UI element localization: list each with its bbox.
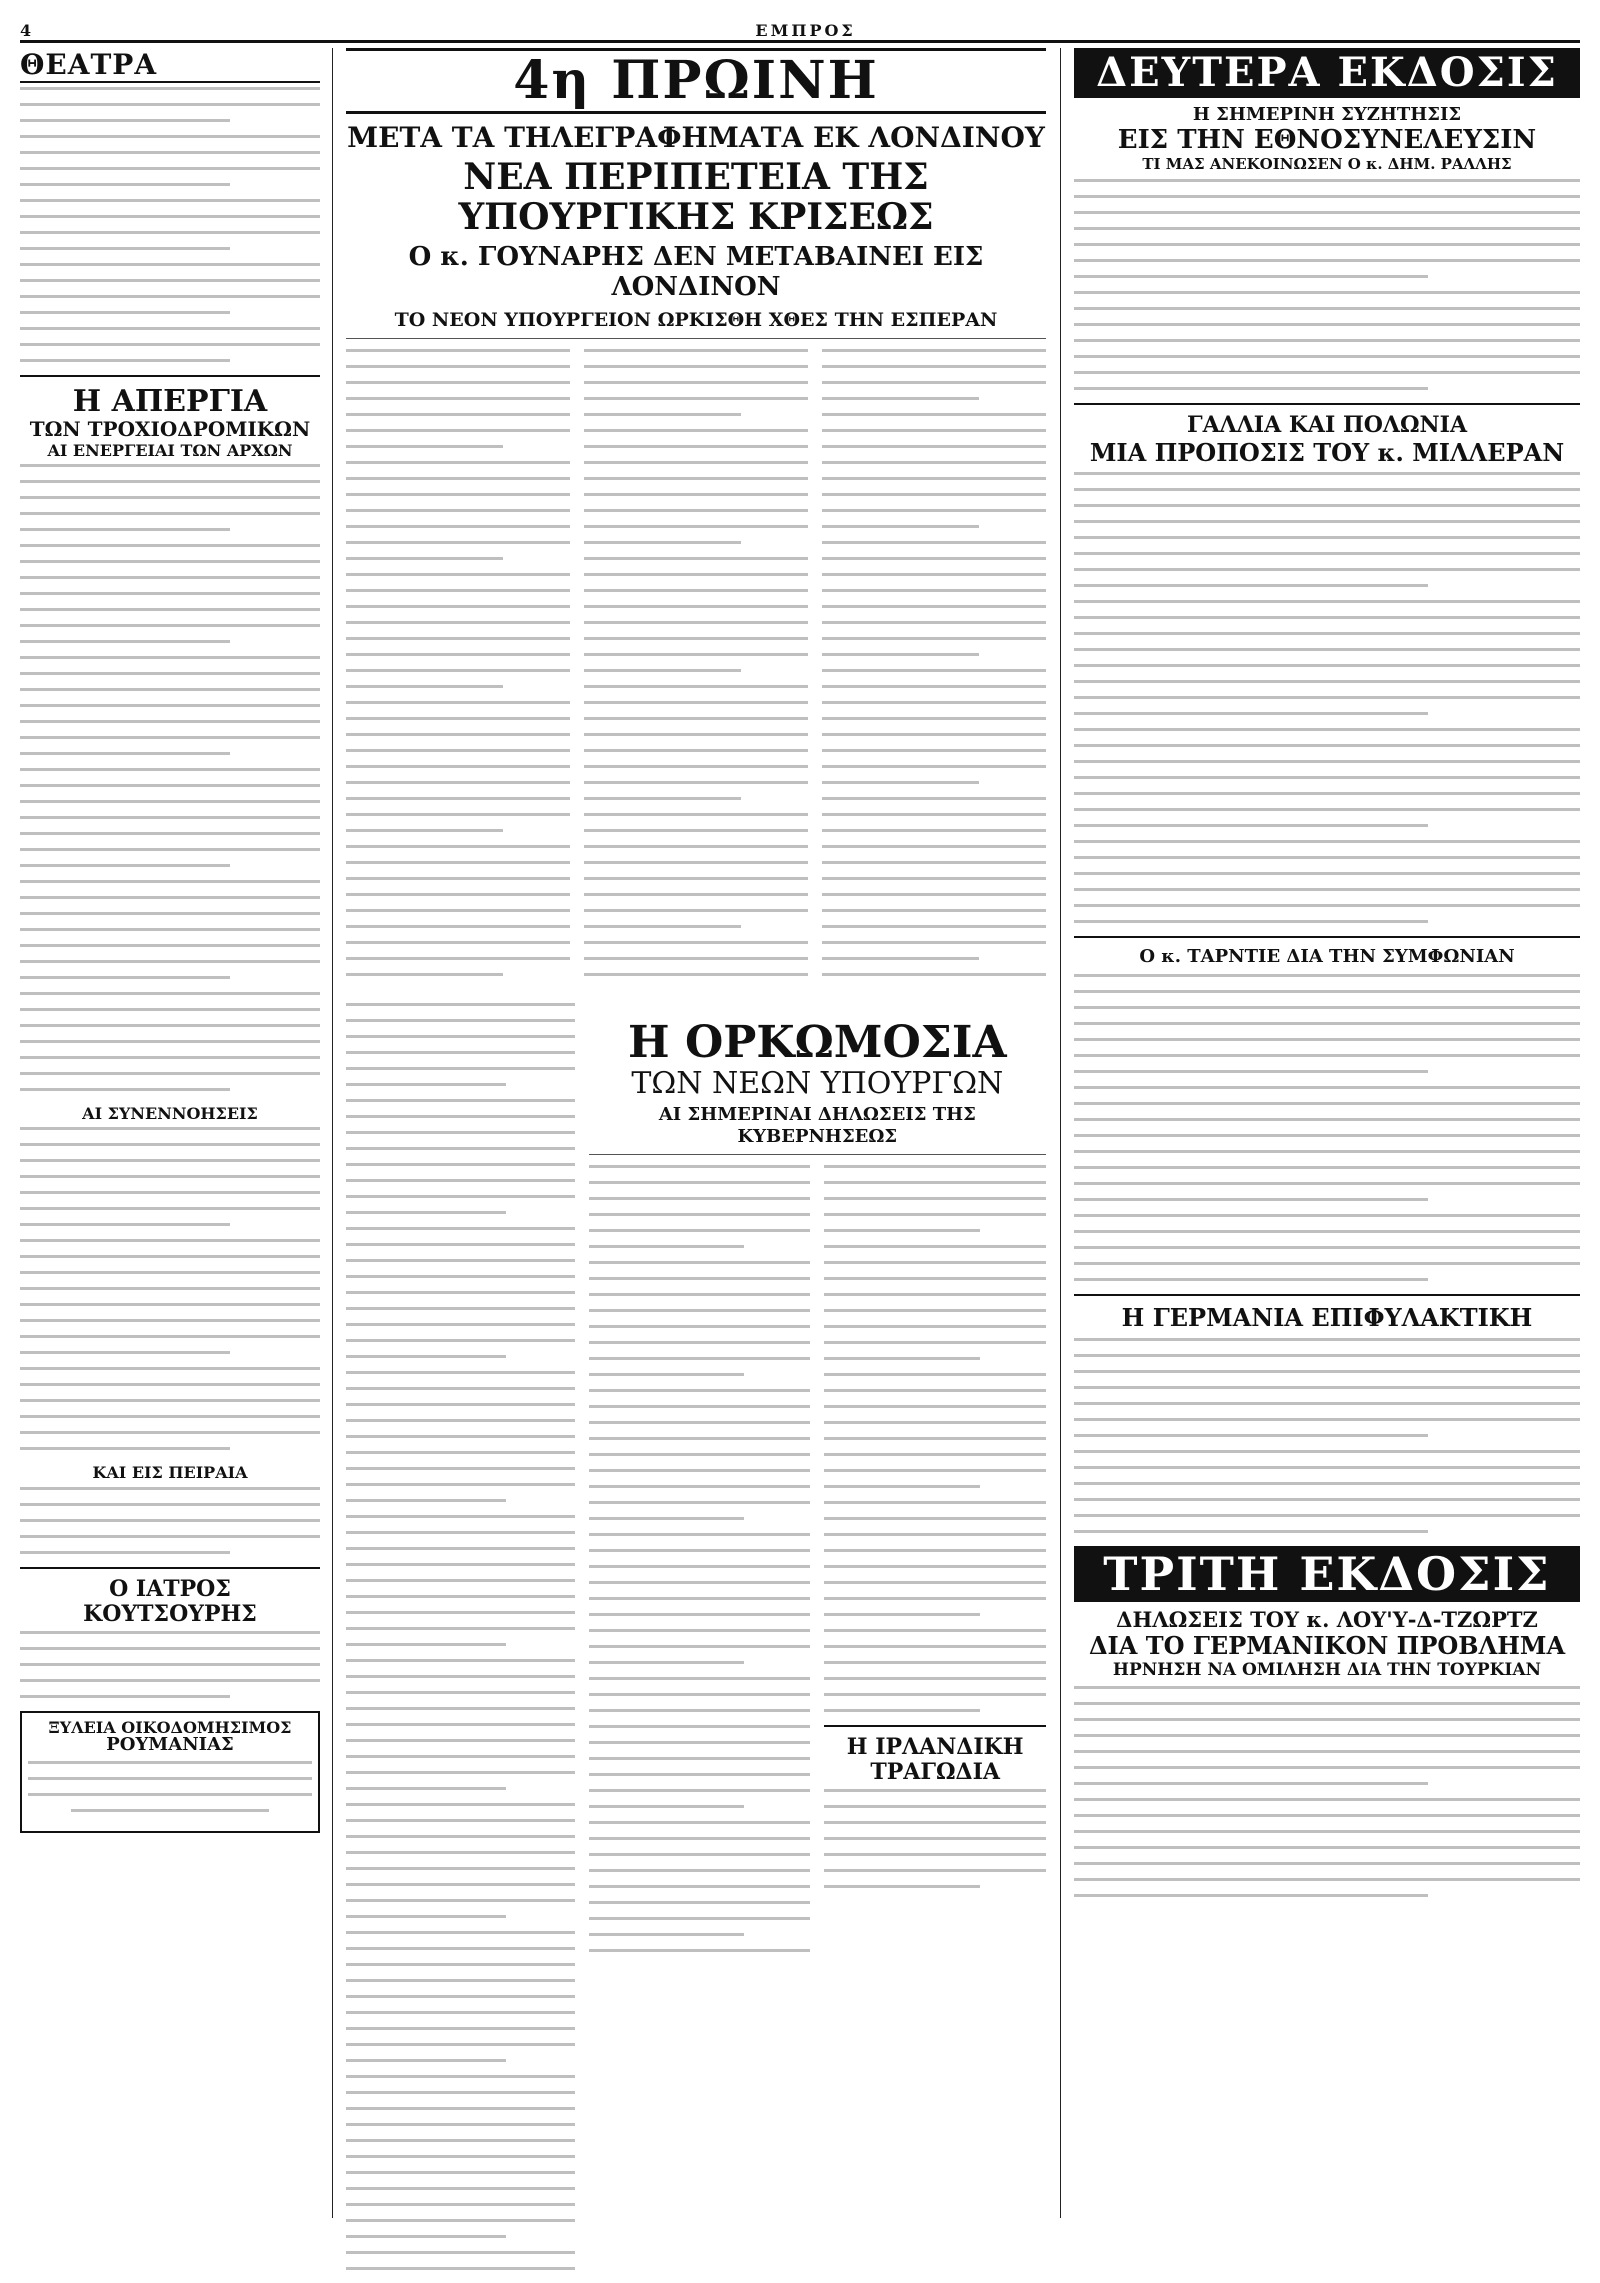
strike-text [20,464,320,1091]
newspaper-name: ΕΜΠΡΟΣ [755,21,856,40]
oath-title: Η ΟΡΚΩΜΟΣΙΑ [628,1016,1007,1068]
center-column [346,48,1046,2283]
meetings-heading: ΑΙ ΣΥΝΕΝΝΟΗΣΕΙΣ [82,1104,258,1124]
oath-subtitle-2: ΑΙ ΣΗΜΕΡΙΝΑΙ ΔΗΛΩΣΕΙΣ ΤΗΣ ΚΥΒΕΡΝΗΣΕΩΣ [658,1104,976,1147]
left-column [20,48,320,1833]
right-headline-9: ΔΙΑ ΤΟ ΓΕΡΜΑΝΙΚΟΝ ΠΡΟΒΛΗΜΑ [1088,1631,1566,1660]
right-headline-4: ΓΑΛΛΙΑ ΚΑΙ ΠΟΛΩΝΙΑ [1186,412,1468,439]
right-headline-3: ΤΙ ΜΑΣ ΑΝΕΚΟΙΝΩΣΕΝ Ο κ. ΔΗΜ. ΡΑΛΛΗΣ [1142,155,1512,174]
meetings-text [20,1127,320,1450]
strike-title: Η ΑΠΕΡΓΙΑ [72,384,268,419]
edition-title: 4η ΠΡΩΙΝΗ [346,48,1046,114]
main-headline-2: ΝΕΑ ΠΕΡΙΠΕΤΕΙΑ ΤΗΣ ΥΠΟΥΡΓΙΚΗΣ ΚΡΙΣΕΩΣ [458,156,934,238]
ad-title: ΞΥΛΕΙΑ ΟΙΚΟΔΟΜΗΣΙΜΟΣ [48,1718,292,1738]
right-headline-10: ΗΡΝΗΣΗ ΝΑ ΟΜΙΛΗΣΗ ΔΙΑ ΤΗΝ ΤΟΥΡΚΙΑΝ [1112,1659,1542,1680]
right-headline-7: Η ΓΕΡΜΑΝΙΑ ΕΠΙΦΥΛΑΚΤΙΚΗ [1121,1302,1533,1332]
right-headline-6: Ο κ. ΤΑΡΝΤΙΕ ΔΙΑ ΤΗΝ ΣΥΜΦΩΝΙΑΝ [1139,946,1515,968]
right-headline-5: ΜΙΑ ΠΡΟΠΟΣΙΣ ΤΟΥ κ. ΜΙΛΛΕΡΑΝ [1089,437,1565,467]
strike-subtitle-2: ΑΙ ΕΝΕΡΓΕΙΑΙ ΤΩΝ ΑΡΧΩΝ [47,441,293,460]
main-headline-1: ΜΕΤΑ ΤΑ ΤΗΛΕΓΡΑΦΗΜΑΤΑ ΕΚ ΛΟΝΔΙΝΟΥ [347,121,1045,154]
newspaper-page [20,18,1580,2218]
doctor-text [20,1631,320,1698]
main-headline-3: Ο κ. ΓΟΥΝΑΡΗΣ ΔΕΝ ΜΕΤΑΒΑΙΝΕΙ ΕΙΣ ΛΟΝΔΙΝΟΝ [408,242,984,303]
right-article-1 [1074,179,1580,390]
oath-subtitle: ΤΩΝ ΝΕΩΝ ΥΠΟΥΡΓΩΝ [631,1066,1004,1102]
right-headline-8: ΔΗΛΩΣΕΙΣ ΤΟΥ κ. ΛΟΥ'Υ-Δ-ΤΖΩΡΤΖ [1116,1606,1538,1632]
page-number: 4 [20,21,32,40]
main-article-columns [346,345,1046,989]
doctor-heading: Ο ΙΑΤΡΟΣ ΚΟΥΤΣΟΥΡΗΣ [83,1575,257,1627]
lower-left-text [346,1003,575,2283]
third-edition-banner: ΤΡΙΤΗ ΕΚΔΟΣΙΣ [1074,1546,1580,1602]
theatres-text [20,87,320,362]
column-rule [1060,48,1061,2218]
masthead [20,18,1580,43]
right-article-4 [1074,1338,1580,1533]
oath-article [589,999,1046,2283]
piraeus-heading: ΚΑΙ ΕΙΣ ΠΕΙΡΑΙΑ [92,1463,248,1483]
timber-advertisement [20,1711,320,1833]
piraeus-text [20,1487,320,1554]
right-article-5 [1074,1686,1580,1897]
second-edition-banner: ΔΕΥΤΕΡΑ ΕΚΔΟΣΙΣ [1074,48,1580,98]
lower-center [346,999,1046,2283]
right-headline-1: Η ΣΗΜΕΡΙΝΗ ΣΥΖΗΤΗΣΙΣ [1192,104,1462,125]
right-column [1074,48,1580,1910]
ad-subtitle: ΡΟΥΜΑΝΙΑΣ [106,1734,234,1756]
strike-subtitle: ΤΩΝ ΤΡΟΧΙΟΔΡΟΜΙΚΩΝ [29,417,311,441]
theatres-title: ΘΕΑΤΡΑ [20,48,320,83]
right-article-2 [1074,472,1580,923]
irish-tragedy-heading: Η ΙΡΛΑΝΔΙΚΗ ΤΡΑΓΩΔΙΑ [846,1733,1024,1785]
right-headline-2: ΕΙΣ ΤΗΝ ΕΘΝΟΣΥΝΕΛΕΥΣΙΝ [1117,124,1537,155]
main-headline-4: ΤΟ ΝΕΟΝ ΥΠΟΥΡΓΕΙΟΝ ΩΡΚΙΣΘΗ ΧΘΕΣ ΤΗΝ ΕΣΠΕΡΑΝ [394,309,998,332]
column-rule [332,48,333,2218]
right-article-3 [1074,974,1580,1281]
